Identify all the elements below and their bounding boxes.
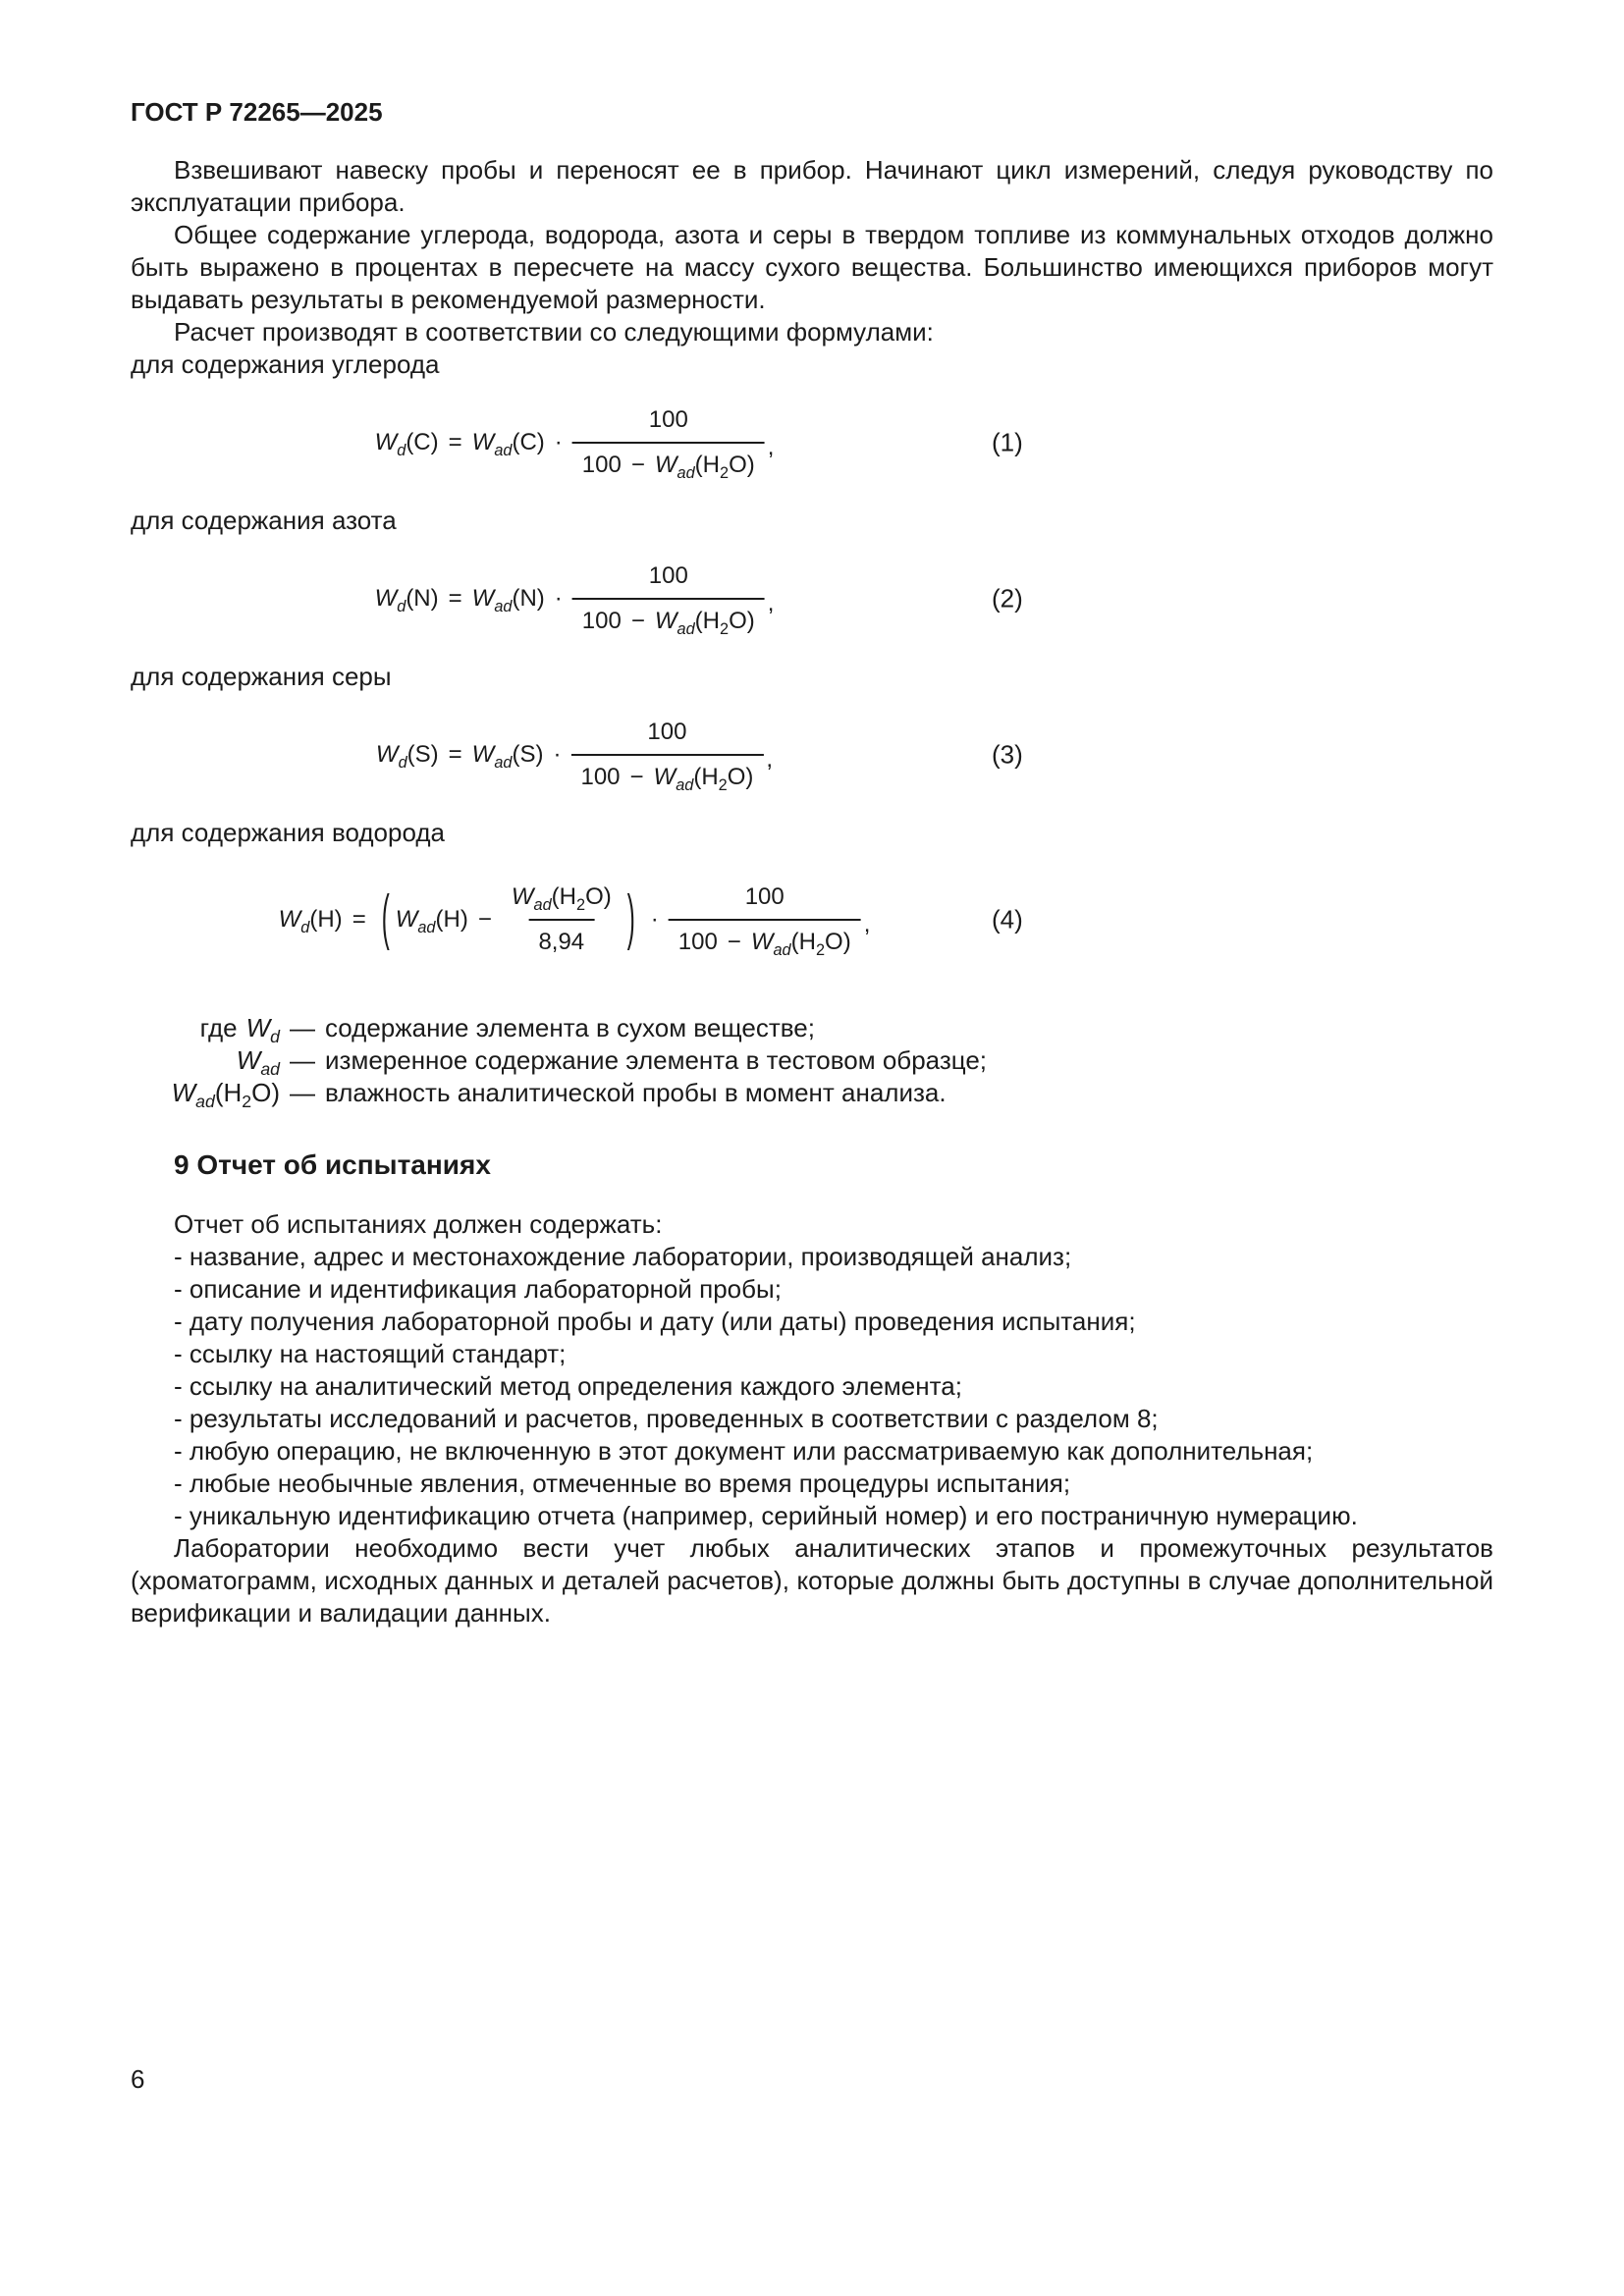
h2o-subscript-2: 2	[576, 895, 586, 914]
right-parenthesis: )	[626, 883, 635, 953]
paragraph-weighing: Взвешивают навеску пробы и переносят ее в прибор. Начинают цикл измерений, следуя руководству по эксплуатации прибора.	[131, 155, 1493, 217]
equals-sign: =	[448, 585, 462, 612]
subscript-d: d	[397, 597, 406, 615]
denominator	[669, 919, 861, 957]
term-Wd	[376, 740, 439, 770]
term-Wad	[472, 740, 544, 770]
where-term	[131, 1012, 280, 1047]
subscript-ad: ad	[773, 940, 791, 959]
left-parenthesis: (	[381, 883, 390, 953]
number-8-94: 8,94	[538, 929, 585, 955]
formula-label-sulfur: для содержания серы	[131, 662, 392, 691]
term-Wd	[245, 1013, 280, 1047]
formula-row-nitrogen	[131, 541, 1493, 657]
var-W: W	[374, 429, 398, 455]
formula-row-sulfur	[131, 697, 1493, 813]
argument: (H)	[309, 906, 343, 933]
term-Wad-H2O	[171, 1078, 280, 1112]
term-Wad	[472, 584, 545, 614]
formula-expression-hydrogen	[279, 882, 871, 957]
formula-row-hydrogen	[131, 853, 1493, 987]
subscript-ad: ad	[260, 1059, 280, 1080]
subscript-ad: ad	[533, 895, 552, 914]
equals-sign: =	[352, 906, 366, 933]
term-Wad-H2O	[654, 452, 755, 482]
where-description: измеренное содержание элемента в тестовом образце;	[325, 1045, 988, 1075]
h2o-open: (H	[790, 929, 816, 955]
denominator	[572, 598, 765, 636]
subscript-ad: ad	[417, 918, 436, 936]
minus-sign: −	[727, 929, 741, 955]
var-W: W	[654, 608, 677, 634]
h2o-close: O)	[727, 764, 754, 790]
paragraph-total-content: Общее содержание углерода, водорода, азота и серы в твердом топливе из коммунальных отходов должно быть выражено в процентах в пересчете на массу сухого вещества. Большинство имеющихся приборов могут выдавать результаты в рекомендуемой размерности.	[131, 220, 1493, 314]
h2o-open: (H	[214, 1078, 243, 1107]
formula-label-carbon: для содержания углерода	[131, 349, 440, 379]
h2o-close: O)	[825, 929, 851, 955]
h2o-close: O)	[251, 1078, 280, 1107]
formula-number-3: (3)	[992, 739, 1023, 770]
var-W: W	[375, 741, 399, 768]
term-Wad-H2O	[653, 764, 754, 794]
term-Wd	[375, 428, 439, 457]
var-W: W	[654, 452, 677, 478]
var-W: W	[750, 929, 774, 955]
h2o-close: O)	[729, 608, 755, 634]
h2o-close: O)	[585, 883, 612, 910]
formula-row-carbon	[131, 385, 1493, 501]
multiplication-dot: ·	[553, 741, 562, 768]
equals-sign: =	[448, 741, 462, 768]
report-list-item: - описание и идентификация лабораторной пробы;	[174, 1274, 782, 1304]
term-Wad-H2O	[511, 883, 612, 914]
fraction	[572, 561, 765, 636]
argument: (N)	[512, 585, 545, 612]
term-Wd	[279, 905, 343, 934]
where-description: содержание элемента в сухом веществе;	[325, 1013, 815, 1042]
multiplication-dot: ·	[650, 906, 659, 933]
formula-number-2: (2)	[992, 583, 1023, 614]
number-100: 100	[677, 929, 718, 955]
where-row-Wd	[131, 1012, 1493, 1047]
subscript-d: d	[398, 753, 407, 772]
term-Wad	[472, 428, 545, 457]
var-W: W	[171, 1078, 196, 1107]
subscript-ad: ad	[195, 1092, 215, 1112]
multiplication-dot: ·	[554, 429, 563, 455]
where-term	[131, 1044, 280, 1080]
minus-sign: −	[477, 906, 492, 933]
equals-sign: =	[448, 429, 462, 455]
standard-code-header: ГОСТ Р 72265—2025	[131, 97, 383, 127]
denominator	[528, 919, 594, 957]
fraction	[669, 882, 861, 957]
var-W: W	[471, 429, 495, 455]
subscript-ad: ad	[494, 753, 513, 772]
formula-label-hydrogen: для содержания водорода	[131, 818, 445, 847]
subscript-d: d	[270, 1027, 280, 1047]
fraction	[570, 718, 763, 792]
h2o-subscript-2: 2	[242, 1092, 252, 1112]
denominator	[572, 442, 765, 480]
em-dash: —	[290, 1078, 315, 1107]
report-list-item: - ссылку на настоящий стандарт;	[174, 1339, 567, 1368]
minus-sign: −	[630, 608, 645, 634]
var-W: W	[511, 883, 534, 910]
denominator	[570, 754, 763, 792]
report-list-item: - результаты исследований и расчетов, проведенных в соответствии с разделом 8;	[174, 1404, 1159, 1433]
comma: ,	[766, 746, 774, 773]
term-Wad	[396, 905, 468, 934]
where-row-Wad	[131, 1044, 1493, 1080]
formula-expression-sulfur	[376, 718, 773, 792]
where-lead: где	[199, 1013, 238, 1042]
section-heading-report: 9 Отчет об испытаниях	[174, 1149, 491, 1180]
var-W: W	[395, 906, 418, 933]
minus-sign: −	[629, 764, 644, 790]
number-100: 100	[581, 452, 622, 478]
formula-expression-nitrogen	[375, 561, 775, 636]
subscript-ad: ad	[494, 597, 513, 615]
formula-number-1: (1)	[992, 427, 1023, 457]
term-Wad-H2O	[654, 608, 755, 638]
h2o-close: O)	[729, 452, 755, 478]
argument: (S)	[512, 741, 544, 768]
em-dash: —	[290, 1013, 315, 1042]
fraction-moisture	[502, 882, 622, 957]
subscript-d: d	[300, 918, 310, 936]
argument: (S)	[406, 741, 439, 768]
where-definitions-block	[131, 1012, 1493, 1112]
term-Wd	[375, 584, 439, 614]
subscript-ad: ad	[677, 463, 695, 482]
argument: (N)	[406, 585, 439, 612]
where-term	[131, 1077, 280, 1112]
var-W: W	[471, 741, 495, 768]
report-list-item: - название, адрес и местонахождение лаборатории, производящей анализ;	[174, 1242, 1072, 1271]
subscript-ad: ad	[676, 775, 694, 794]
h2o-subscript-2: 2	[720, 619, 730, 638]
h2o-subscript-2: 2	[720, 463, 730, 482]
h2o-open: (H	[694, 452, 720, 478]
formula-label-nitrogen: для содержания азота	[131, 506, 397, 535]
report-intro: Отчет об испытаниях должен содержать:	[174, 1209, 663, 1239]
var-W: W	[236, 1045, 261, 1075]
report-list-item: - дату получения лабораторной пробы и дату (или даты) проведения испытания;	[174, 1307, 1136, 1336]
comma: ,	[767, 434, 775, 460]
argument: (H)	[435, 906, 468, 933]
minus-sign: −	[630, 452, 645, 478]
paragraph-calculation: Расчет производят в соответствии со следующими формулами:	[174, 317, 934, 347]
where-row-Wad-H2O	[131, 1077, 1493, 1112]
h2o-open: (H	[694, 608, 720, 634]
report-list-item: - любую операцию, не включенную в этот документ или рассматриваемую как дополнительная;	[174, 1436, 1314, 1466]
argument: (C)	[406, 429, 439, 455]
comma: ,	[863, 911, 871, 937]
report-list-item: - уникальную идентификацию отчета (например, серийный номер) и его постраничную нумерацию.	[174, 1501, 1358, 1530]
fraction	[572, 405, 765, 480]
multiplication-dot: ·	[554, 585, 563, 612]
term-Wad-H2O	[750, 929, 851, 959]
report-list-item: - любые необычные явления, отмеченные во время процедуры испытания;	[174, 1468, 1071, 1498]
h2o-subscript-2: 2	[718, 775, 728, 794]
numerator: 100	[648, 562, 688, 589]
subscript-ad: ad	[494, 441, 513, 459]
numerator	[502, 882, 622, 919]
term-Wad	[236, 1045, 280, 1080]
var-W: W	[278, 906, 301, 933]
number-100: 100	[580, 764, 621, 790]
formula-expression-carbon	[375, 405, 775, 480]
argument: (C)	[512, 429, 545, 455]
numerator: 100	[648, 406, 688, 433]
var-W: W	[471, 585, 495, 612]
formula-number-4: (4)	[992, 904, 1023, 934]
subscript-ad: ad	[677, 619, 695, 638]
var-W: W	[245, 1013, 271, 1042]
report-closing-paragraph: Лаборатории необходимо вести учет любых аналитических этапов и промежуточных результатов (хроматограмм, исходных данных и деталей расчетов), которые должны быть доступны в случае дополнительной верификации и валидации данных.	[131, 1533, 1493, 1628]
where-description: влажность аналитической пробы в момент анализа.	[325, 1078, 947, 1107]
h2o-open: (H	[693, 764, 719, 790]
var-W: W	[653, 764, 677, 790]
h2o-open: (H	[551, 883, 576, 910]
page-number: 6	[131, 2064, 145, 2094]
subscript-d: d	[397, 441, 406, 459]
em-dash: —	[290, 1045, 315, 1075]
numerator: 100	[647, 719, 687, 745]
report-list-item: - ссылку на аналитический метод определения каждого элемента;	[174, 1371, 962, 1401]
comma: ,	[767, 590, 775, 616]
var-W: W	[374, 585, 398, 612]
number-100: 100	[581, 608, 622, 634]
h2o-subscript-2: 2	[815, 940, 826, 959]
numerator: 100	[744, 883, 785, 910]
